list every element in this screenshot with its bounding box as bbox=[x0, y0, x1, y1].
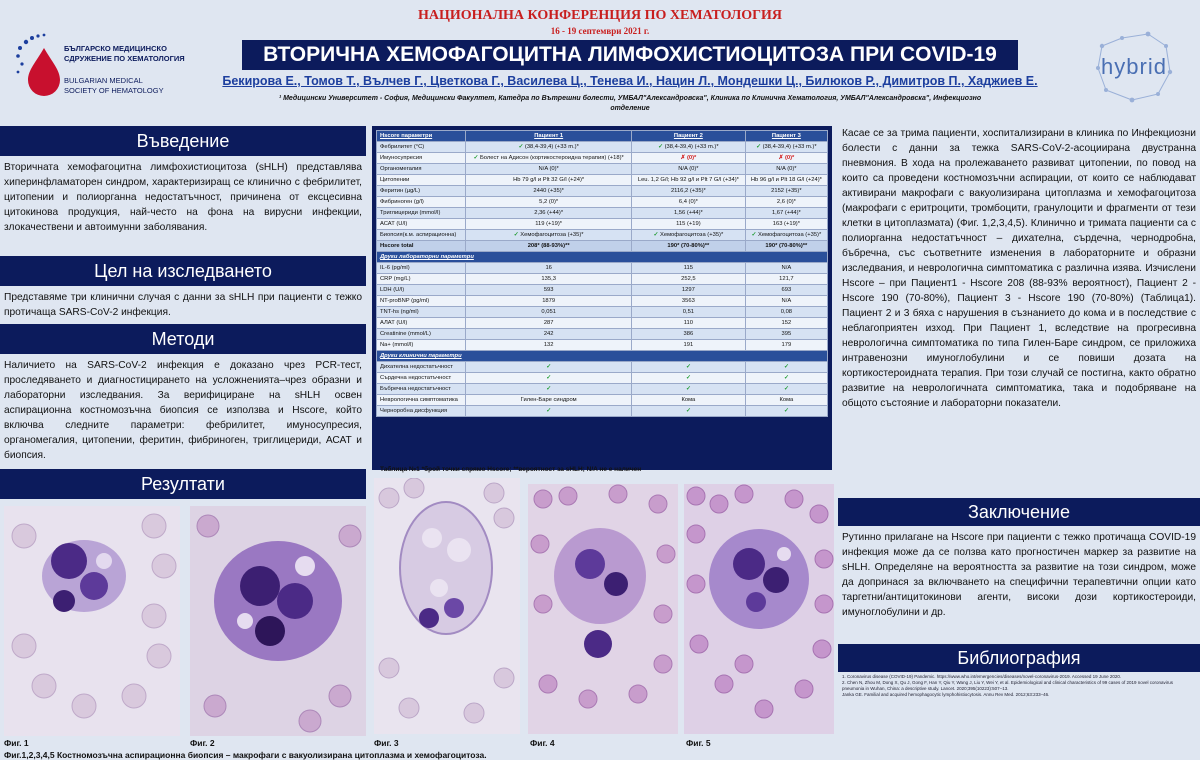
check-icon: ✓ bbox=[546, 408, 552, 414]
results-table-body bbox=[377, 131, 828, 417]
table-cell bbox=[466, 263, 632, 274]
check-icon: ✓ bbox=[653, 232, 660, 238]
table-header-row bbox=[377, 131, 828, 142]
table-cell-text: IL-6 (pg/ml) bbox=[380, 265, 410, 271]
hybrid-logo-text: hybrid bbox=[1101, 54, 1167, 79]
table-cell bbox=[466, 395, 632, 406]
table-cell-text: 135,3 bbox=[541, 276, 556, 282]
table-cell bbox=[466, 186, 632, 197]
table-cell-text: Триглицериди (mmol/l) bbox=[380, 210, 441, 216]
aim-heading: Цел на изследването bbox=[0, 256, 366, 286]
figure-2-photo bbox=[190, 506, 366, 736]
hybrid-logo bbox=[1092, 24, 1176, 108]
check-icon: ✓ bbox=[473, 155, 480, 161]
table-cell-text: CRP (mg/L) bbox=[380, 276, 411, 282]
figures-caption: Фиг.1,2,3,4,5 Костномозъчна аспирационна биопсия – макрофаги с вакуолизирана цитоплазма и хемофагоцитоза. bbox=[4, 750, 487, 760]
check-icon: ✓ bbox=[685, 375, 691, 381]
table-cell-text: Имуносупресия bbox=[380, 155, 423, 161]
table-subheader-row bbox=[377, 252, 828, 263]
conference-dates: 16 - 19 септември 2021 г. bbox=[550, 26, 650, 36]
table-cell-text: Hb 79 g/l и Plt 32 G/l (+24)* bbox=[513, 177, 585, 183]
table-row-label bbox=[377, 406, 466, 417]
society-logo bbox=[14, 30, 204, 120]
table-cell bbox=[466, 219, 632, 230]
table-cell-text: 115 bbox=[683, 265, 693, 271]
table-cell-text: Hscore total bbox=[380, 243, 414, 249]
table-cell bbox=[632, 175, 746, 186]
table-row-label bbox=[377, 186, 466, 197]
table-cell-text: (38,4-39,4) (+33 m.)* bbox=[664, 144, 719, 150]
table-cell-text: 190* (70-80%)** bbox=[667, 243, 710, 249]
table-cell bbox=[632, 384, 746, 395]
table-cell-text: Хемофагоцитоза (+35)* bbox=[757, 232, 822, 238]
methods-heading: Методи bbox=[0, 324, 366, 354]
table-row bbox=[377, 197, 828, 208]
table-row bbox=[377, 384, 828, 395]
table-row-label bbox=[377, 329, 466, 340]
table-cell bbox=[745, 208, 827, 219]
check-icon: ✓ bbox=[513, 232, 521, 238]
table-cell bbox=[745, 307, 827, 318]
figure-1-photo bbox=[4, 506, 180, 736]
table-row-label bbox=[377, 318, 466, 329]
affiliation-line-2: отделение bbox=[610, 105, 650, 112]
table-cell-text: 0,08 bbox=[780, 309, 793, 315]
table-cell-text: 110 bbox=[683, 320, 693, 326]
check-icon: ✓ bbox=[685, 386, 691, 392]
table-cell bbox=[632, 373, 746, 384]
table-cell bbox=[632, 340, 746, 351]
bibliography-ref-2: 2. Chen N, Zhou M, Dong X, Qu J, Gong F, Han Y, Qiu Y, Wang J, Liu Y, Wei Y, et al. Epidemiological and clinical characteristics of 99 cases of 2019 novel coronavirus pneumonia in Wuhan, China: a descriptive study. Lancet. 2020;395(10223):507–13. bbox=[842, 680, 1174, 691]
table-cell-text: (0)* bbox=[784, 155, 795, 161]
table-cell-text: 5,2 (0)* bbox=[539, 199, 559, 205]
table-cell-text: Дихателна недостатъчност bbox=[380, 364, 453, 370]
table-row-label bbox=[377, 384, 466, 395]
table-cell-text: N/A bbox=[781, 265, 792, 271]
table-cell-text: АСАТ (U/l) bbox=[380, 221, 408, 227]
table-cell-text: 2440 (+35)* bbox=[533, 188, 564, 194]
table-cell bbox=[745, 219, 827, 230]
table-cell bbox=[745, 406, 827, 417]
table-cell bbox=[632, 131, 746, 142]
table-cell bbox=[745, 285, 827, 296]
figure-3-label: Фиг. 3 bbox=[374, 738, 399, 748]
conference-title: НАЦИОНАЛНА КОНФЕРЕНЦИЯ ПО ХЕМАТОЛОГИЯ bbox=[417, 8, 783, 23]
table-cell-text: 163 (+19)* bbox=[772, 221, 800, 227]
table-cell bbox=[466, 318, 632, 329]
affiliation-line-1: ¹ Медицински Университет - София, Медицински Факултет, Катедра по Вътрешни болести, УМБАЛ"Александровска", Клиника по Клинична Хематология, УМБАЛ"Александровска", Инфекциозно bbox=[278, 95, 982, 102]
table-cell-text: N/A (0)* bbox=[776, 166, 797, 172]
table-cell-text: Фибриноген (g/l) bbox=[380, 199, 424, 205]
cross-icon: ✗ bbox=[778, 155, 785, 161]
table-cell-text: 593 bbox=[543, 287, 554, 293]
table-cell-text: 287 bbox=[543, 320, 554, 326]
table-row bbox=[377, 230, 828, 241]
figure-3-photo bbox=[374, 478, 520, 734]
table-cell bbox=[745, 318, 827, 329]
table-cell-text: Пациент 1 bbox=[534, 133, 564, 139]
table-row bbox=[377, 263, 828, 274]
table-cell-text: 395 bbox=[781, 331, 792, 337]
table-cell bbox=[745, 373, 827, 384]
table-cell-text: Гилен-Баре синдром bbox=[520, 397, 577, 403]
table-cell bbox=[632, 296, 746, 307]
figure-4-label: Фиг. 4 bbox=[530, 738, 555, 748]
table-cell-text: 208* (88-93%)** bbox=[527, 243, 570, 249]
table-cell-text: 16 bbox=[545, 265, 552, 271]
table-cell-text: 1,67 (+44)* bbox=[771, 210, 801, 216]
table-row-label bbox=[377, 241, 466, 252]
figure-4-photo bbox=[528, 484, 678, 734]
society-name-bg-1: БЪЛГАРСКО МЕДИЦИНСКО bbox=[64, 44, 167, 53]
table-cell-text: Сърдечна недостатъчност bbox=[380, 375, 452, 381]
table-cell-text: (38,4-39,4) (+33 m.)* bbox=[762, 144, 817, 150]
table-cell bbox=[745, 142, 827, 153]
check-icon: ✓ bbox=[783, 375, 789, 381]
table-cell bbox=[632, 274, 746, 285]
check-icon: ✓ bbox=[546, 386, 552, 392]
table-cell-text: 0,51 bbox=[682, 309, 695, 315]
check-icon: ✓ bbox=[783, 408, 789, 414]
table-cell-text: Бъбречна недостатъчност bbox=[380, 386, 451, 392]
table-cell bbox=[632, 219, 746, 230]
table-cell-text: (0)* bbox=[686, 155, 697, 161]
table-row-label bbox=[377, 285, 466, 296]
table-cell bbox=[466, 329, 632, 340]
table-row bbox=[377, 164, 828, 175]
table-cell bbox=[632, 153, 746, 164]
clinical-parameters-heading: Други клинични параметри bbox=[377, 351, 828, 362]
bibliography-ref-3: Janka GE. Familial and acquired hemophagocytic lymphohistiocytosis. Annu Rev Med. 2012;63:233–46. bbox=[842, 692, 1050, 697]
table-cell-text: Органомегалия bbox=[380, 166, 422, 172]
table-cell bbox=[466, 142, 632, 153]
results-table bbox=[376, 130, 828, 417]
table-cell-text: 132 bbox=[543, 342, 554, 348]
table-row-label bbox=[377, 373, 466, 384]
table-cell bbox=[745, 384, 827, 395]
table-cell-text: 115 (+19) bbox=[676, 221, 701, 227]
table-row-label bbox=[377, 164, 466, 175]
table-cell bbox=[466, 362, 632, 373]
table-row-label bbox=[377, 153, 466, 164]
conclusion-heading: Заключение bbox=[838, 498, 1200, 526]
table-cell-text: Феритин (µg/L) bbox=[380, 188, 421, 194]
table-cell bbox=[466, 384, 632, 395]
check-icon: ✓ bbox=[546, 364, 552, 370]
table-cell bbox=[745, 340, 827, 351]
table-cell bbox=[632, 318, 746, 329]
table-row-label bbox=[377, 175, 466, 186]
table-cell-text: Hb 96 g/l и Plt 18 G/l (+24)* bbox=[750, 177, 822, 183]
table-row-label bbox=[377, 197, 466, 208]
table-row bbox=[377, 329, 828, 340]
conclusion-text: Рутинно прилагане на Hscore при пациенти с тежко протичаща COVID-19 инфекция може да се ползва като прогностичен маркер за развитие на sHLH. Определяне на вероятността за развитие на този синдром, може да допринася за включването на специфични терапевтични опции като таргетни/антицитокинови агенти, високи дози кортикостероиди, имуноглобулини и др. bbox=[842, 532, 1196, 618]
check-icon: ✓ bbox=[518, 144, 525, 150]
table-caption: Таблица №1 *брой точки спрямо Hscore; **вероятност за sHLH; N/A не е наличен bbox=[380, 466, 642, 473]
table-cell-text: 1297 bbox=[681, 287, 695, 293]
table-cell bbox=[745, 164, 827, 175]
figure-5-label: Фиг. 5 bbox=[686, 738, 711, 748]
table-row bbox=[377, 406, 828, 417]
authors-list: Бекирова Е., Томов Т., Вълчев Г., Цветкова Г., Василева Ц., Тенева И., Нацин Л., Мондешки Ц., Билюков Р., Димитров П., Хаджиев Е. bbox=[222, 74, 1038, 88]
check-icon: ✓ bbox=[546, 375, 552, 381]
lab-parameters-heading: Други лабораторни параметри bbox=[377, 252, 828, 263]
intro-text: Вторичната хемофагоцитна лимфохистиоцитоза (sHLH) представлява хиперинфламаторен синдром, характеризиращ се клинично с фебрилитет, цитопении и полиорганна недостатъчност, причинена от ексцесивна цитокинова продукция, най-често на фона на вирусни инфекции, злокачествени и автоимунни заболявания. bbox=[4, 162, 362, 233]
table-cell-text: 3563 bbox=[681, 298, 695, 304]
table-cell-text: Биопсия(к.м. аспирационна) bbox=[380, 232, 457, 238]
results-table-panel bbox=[372, 126, 832, 470]
table-cell-text: Черноробна дисфункция bbox=[380, 408, 448, 414]
table-row bbox=[377, 362, 828, 373]
table-subheader-row bbox=[377, 351, 828, 362]
intro-heading: Въведение bbox=[0, 126, 366, 156]
table-row bbox=[377, 296, 828, 307]
table-row bbox=[377, 153, 828, 164]
table-cell bbox=[745, 263, 827, 274]
society-name-bg-2: СДРУЖЕНИЕ ПО ХЕМАТОЛОГИЯ bbox=[64, 54, 185, 63]
poster-title: ВТОРИЧНА ХЕМОФАГОЦИТНА ЛИМФОХИСТИОЦИТОЗА ПРИ COVID-19 bbox=[242, 40, 1018, 70]
table-cell-text: Пациент 3 bbox=[771, 133, 801, 139]
table-cell bbox=[466, 296, 632, 307]
table-cell-text: Цитопении bbox=[380, 177, 410, 183]
bibliography-list bbox=[842, 674, 1196, 698]
table-cell-text: Hscore параметри bbox=[380, 133, 433, 139]
table-cell bbox=[466, 274, 632, 285]
table-cell-text: 1879 bbox=[542, 298, 556, 304]
table-cell bbox=[745, 362, 827, 373]
table-row bbox=[377, 318, 828, 329]
table-cell-text: (38,4-39,4) (+33 m.)* bbox=[524, 144, 579, 150]
bibliography-heading: Библиография bbox=[838, 644, 1200, 672]
table-cell-text: 179 bbox=[781, 342, 792, 348]
table-cell-text: Кома bbox=[681, 397, 696, 403]
table-cell bbox=[745, 153, 827, 164]
check-icon: ✓ bbox=[658, 144, 665, 150]
table-cell-text: 6,4 (0)* bbox=[678, 199, 698, 205]
table-cell-text: 2116,2 (+35)* bbox=[670, 188, 706, 194]
table-cell bbox=[745, 241, 827, 252]
table-cell bbox=[466, 373, 632, 384]
table-cell-text: 252,5 bbox=[681, 276, 696, 282]
bibliography-ref-1: 1. Coronavirus disease (COVID-19) Pandemic. https://www.who.int/emergencies/diseases/novel-coronavirus-2019. Accessed 19 June 2020. bbox=[842, 674, 1122, 679]
table-cell-text: Неврологична симптоматика bbox=[380, 397, 458, 403]
table-cell-text: 191 bbox=[683, 342, 694, 348]
table-cell-text: Болест на Адисон (кортикостероидна терапия) (+18)* bbox=[479, 155, 624, 161]
table-cell bbox=[632, 406, 746, 417]
table-cell bbox=[745, 230, 827, 241]
table-cell-text: 119 (+19)* bbox=[535, 221, 563, 227]
table-cell bbox=[632, 241, 746, 252]
table-row bbox=[377, 186, 828, 197]
table-cell bbox=[632, 329, 746, 340]
table-cell bbox=[632, 263, 746, 274]
table-cell-text: Хемофагоцитоза (+35)* bbox=[659, 232, 724, 238]
table-cell-text: 2,6 (0)* bbox=[776, 199, 796, 205]
table-cell bbox=[745, 296, 827, 307]
table-cell-text: N/A (0)* bbox=[538, 166, 559, 172]
table-cell-text: Na+ (mmol/l) bbox=[380, 342, 414, 348]
figure-5-photo bbox=[684, 484, 834, 734]
table-cell-text: 242 bbox=[543, 331, 554, 337]
check-icon: ✓ bbox=[751, 232, 758, 238]
table-cell-text: Фебрилитет (°C) bbox=[380, 144, 425, 150]
table-cell bbox=[632, 307, 746, 318]
society-name-en-1: BULGARIAN MEDICAL bbox=[64, 76, 143, 85]
table-cell bbox=[466, 340, 632, 351]
table-row-label bbox=[377, 230, 466, 241]
table-row-label bbox=[377, 296, 466, 307]
table-cell-text: N/A (0)* bbox=[678, 166, 699, 172]
table-row bbox=[377, 373, 828, 384]
table-row bbox=[377, 219, 828, 230]
table-cell-text: 693 bbox=[781, 287, 792, 293]
table-cell bbox=[466, 131, 632, 142]
table-cell-text: Хемофагоцитоза (+35)* bbox=[520, 232, 584, 238]
table-cell bbox=[745, 395, 827, 406]
table-cell-text: 1,56 (+44)* bbox=[673, 210, 703, 216]
table-cell-text: 2152 (+35)* bbox=[771, 188, 802, 194]
table-cell-text: Leu. 1,2 G/l; Hb 92 g/l и Plt 7 G/l (+34)* bbox=[637, 177, 739, 183]
table-cell bbox=[632, 186, 746, 197]
blood-drop-icon bbox=[14, 30, 64, 100]
table-cell-text: Creatinine (mmol/L) bbox=[380, 331, 431, 337]
table-cell-text: 190* (70-80%)** bbox=[765, 243, 808, 249]
table-row-label bbox=[377, 219, 466, 230]
table-cell-text: 386 bbox=[683, 331, 694, 337]
table-row-label bbox=[377, 208, 466, 219]
table-cell bbox=[466, 230, 632, 241]
table-cell bbox=[632, 395, 746, 406]
table-cell bbox=[745, 329, 827, 340]
methods-text: Наличието на SARS-CoV-2 инфекция е доказано чрез PCR-тест, проследяването и диагностицирането на усложненията–чрез образни и лабораторни изследвания. За верифициране на sHLH освен аспирационна костномозъчна биопсия се използва и Hscore, който включва следните параметри: фебрилитет, имуносупресия, органомегалия, цитопении, феритин, фибриноген, триглицериди, АСАТ и биопсия. bbox=[4, 360, 362, 461]
check-icon: ✓ bbox=[685, 364, 691, 370]
table-cell bbox=[466, 153, 632, 164]
table-row-label bbox=[377, 340, 466, 351]
table-cell bbox=[466, 241, 632, 252]
table-cell bbox=[632, 142, 746, 153]
figure-2-label: Фиг. 2 bbox=[190, 738, 215, 748]
table-row bbox=[377, 340, 828, 351]
table-cell bbox=[466, 208, 632, 219]
table-cell bbox=[745, 131, 827, 142]
table-total-row bbox=[377, 241, 828, 252]
table-cell bbox=[632, 208, 746, 219]
table-cell bbox=[466, 285, 632, 296]
table-cell-text: NT-proBNP (pg/ml) bbox=[380, 298, 430, 304]
check-icon: ✓ bbox=[783, 364, 789, 370]
table-cell-text: АЛАТ (U/l) bbox=[380, 320, 408, 326]
table-cell bbox=[632, 362, 746, 373]
society-name-en-2: SOCIETY OF HEMATOLOGY bbox=[64, 86, 164, 95]
table-row bbox=[377, 285, 828, 296]
check-icon: ✓ bbox=[756, 144, 763, 150]
table-cell-text: 2,36 (+44)* bbox=[534, 210, 564, 216]
affiliation bbox=[200, 94, 1060, 114]
aim-text: Представяме три клинични случая с данни за sHLH при пациенти с тежко протичаща SARS-CoV-2 инфекция. bbox=[4, 292, 362, 318]
table-cell-text: N/A bbox=[781, 298, 792, 304]
table-row-label bbox=[377, 395, 466, 406]
figure-1-label: Фиг. 1 bbox=[4, 738, 29, 748]
table-row-label bbox=[377, 362, 466, 373]
table-row-label bbox=[377, 142, 466, 153]
table-row bbox=[377, 175, 828, 186]
table-row-label bbox=[377, 274, 466, 285]
table-cell bbox=[632, 285, 746, 296]
table-row bbox=[377, 274, 828, 285]
table-row-label bbox=[377, 131, 466, 142]
table-row-label bbox=[377, 307, 466, 318]
table-cell bbox=[466, 406, 632, 417]
check-icon: ✓ bbox=[685, 408, 691, 414]
table-cell bbox=[745, 186, 827, 197]
cases-text: Касае се за трима пациенти, хоспитализирани в клиника по Инфекциозни болести с данни за тежка SARS-CoV-2-асоциирана двустранна пневмония. В хода на пролежаването развиват цитопении, по повод на които са проведени костномозъчни аспирации, от които се наблюдават активирани макрофаги с вакуолизирана цитоплазма и хемофагоцитоза (макрофаги с еритроцити, тромбоцити, гранулоцити и фрагменти от тези клетки в цитоплазмата) (Фиг. 1,2,3,4,5). Клинично и тримата пациенти са с полиорганна недостатъчност – дихателна, сърдечна, чернодробна, бъбречна, със съответните изменения в лабораторните и образни изследвания, и неврологична симптоматика с различна изява. Изчислени Hscore – при Пациент1 - Hscore 208 (88-93% вероятност), Пациент 2 - Hscore 190 (70-80%), Пациент 3 - Hscore 190 (70-80%) (Таблица1). Пациент 2 и 3 бяха с нарушения в съзнанието до кома и в последствие с неблагоприятен изход. При Пациент 1, вследствие на прогресивна неврологична симптоматика по типа Гилен-Баре синдром, се приложиха интравенозни имуноглобулини и се повиши дозата на кортикостероидната терапия. При този случай се постигна, както обратно развитие на неврологичната симптоматика, така и подобряване на общото състояние и лабораторни показатели. bbox=[842, 128, 1196, 409]
table-cell bbox=[745, 175, 827, 186]
table-cell-text: 121,7 bbox=[779, 276, 794, 282]
table-cell bbox=[466, 197, 632, 208]
table-cell bbox=[632, 230, 746, 241]
table-cell bbox=[745, 274, 827, 285]
table-cell bbox=[466, 164, 632, 175]
table-cell bbox=[466, 175, 632, 186]
table-cell bbox=[632, 164, 746, 175]
table-row bbox=[377, 208, 828, 219]
table-row-label bbox=[377, 263, 466, 274]
table-cell bbox=[745, 197, 827, 208]
table-cell-text: LDH (U/l) bbox=[380, 287, 405, 293]
table-cell-text: Пациент 2 bbox=[673, 133, 703, 139]
results-heading: Резултати bbox=[0, 469, 366, 499]
table-cell bbox=[632, 197, 746, 208]
table-cell-text: Кома bbox=[779, 397, 794, 403]
table-cell-text: TNT-hs (ng/ml) bbox=[380, 309, 419, 315]
table-cell-text: 152 bbox=[781, 320, 792, 326]
table-row bbox=[377, 142, 828, 153]
table-cell-text: 0,051 bbox=[541, 309, 556, 315]
table-cell bbox=[466, 307, 632, 318]
cross-icon: ✗ bbox=[680, 155, 687, 161]
table-row bbox=[377, 307, 828, 318]
table-row bbox=[377, 395, 828, 406]
check-icon: ✓ bbox=[783, 386, 789, 392]
